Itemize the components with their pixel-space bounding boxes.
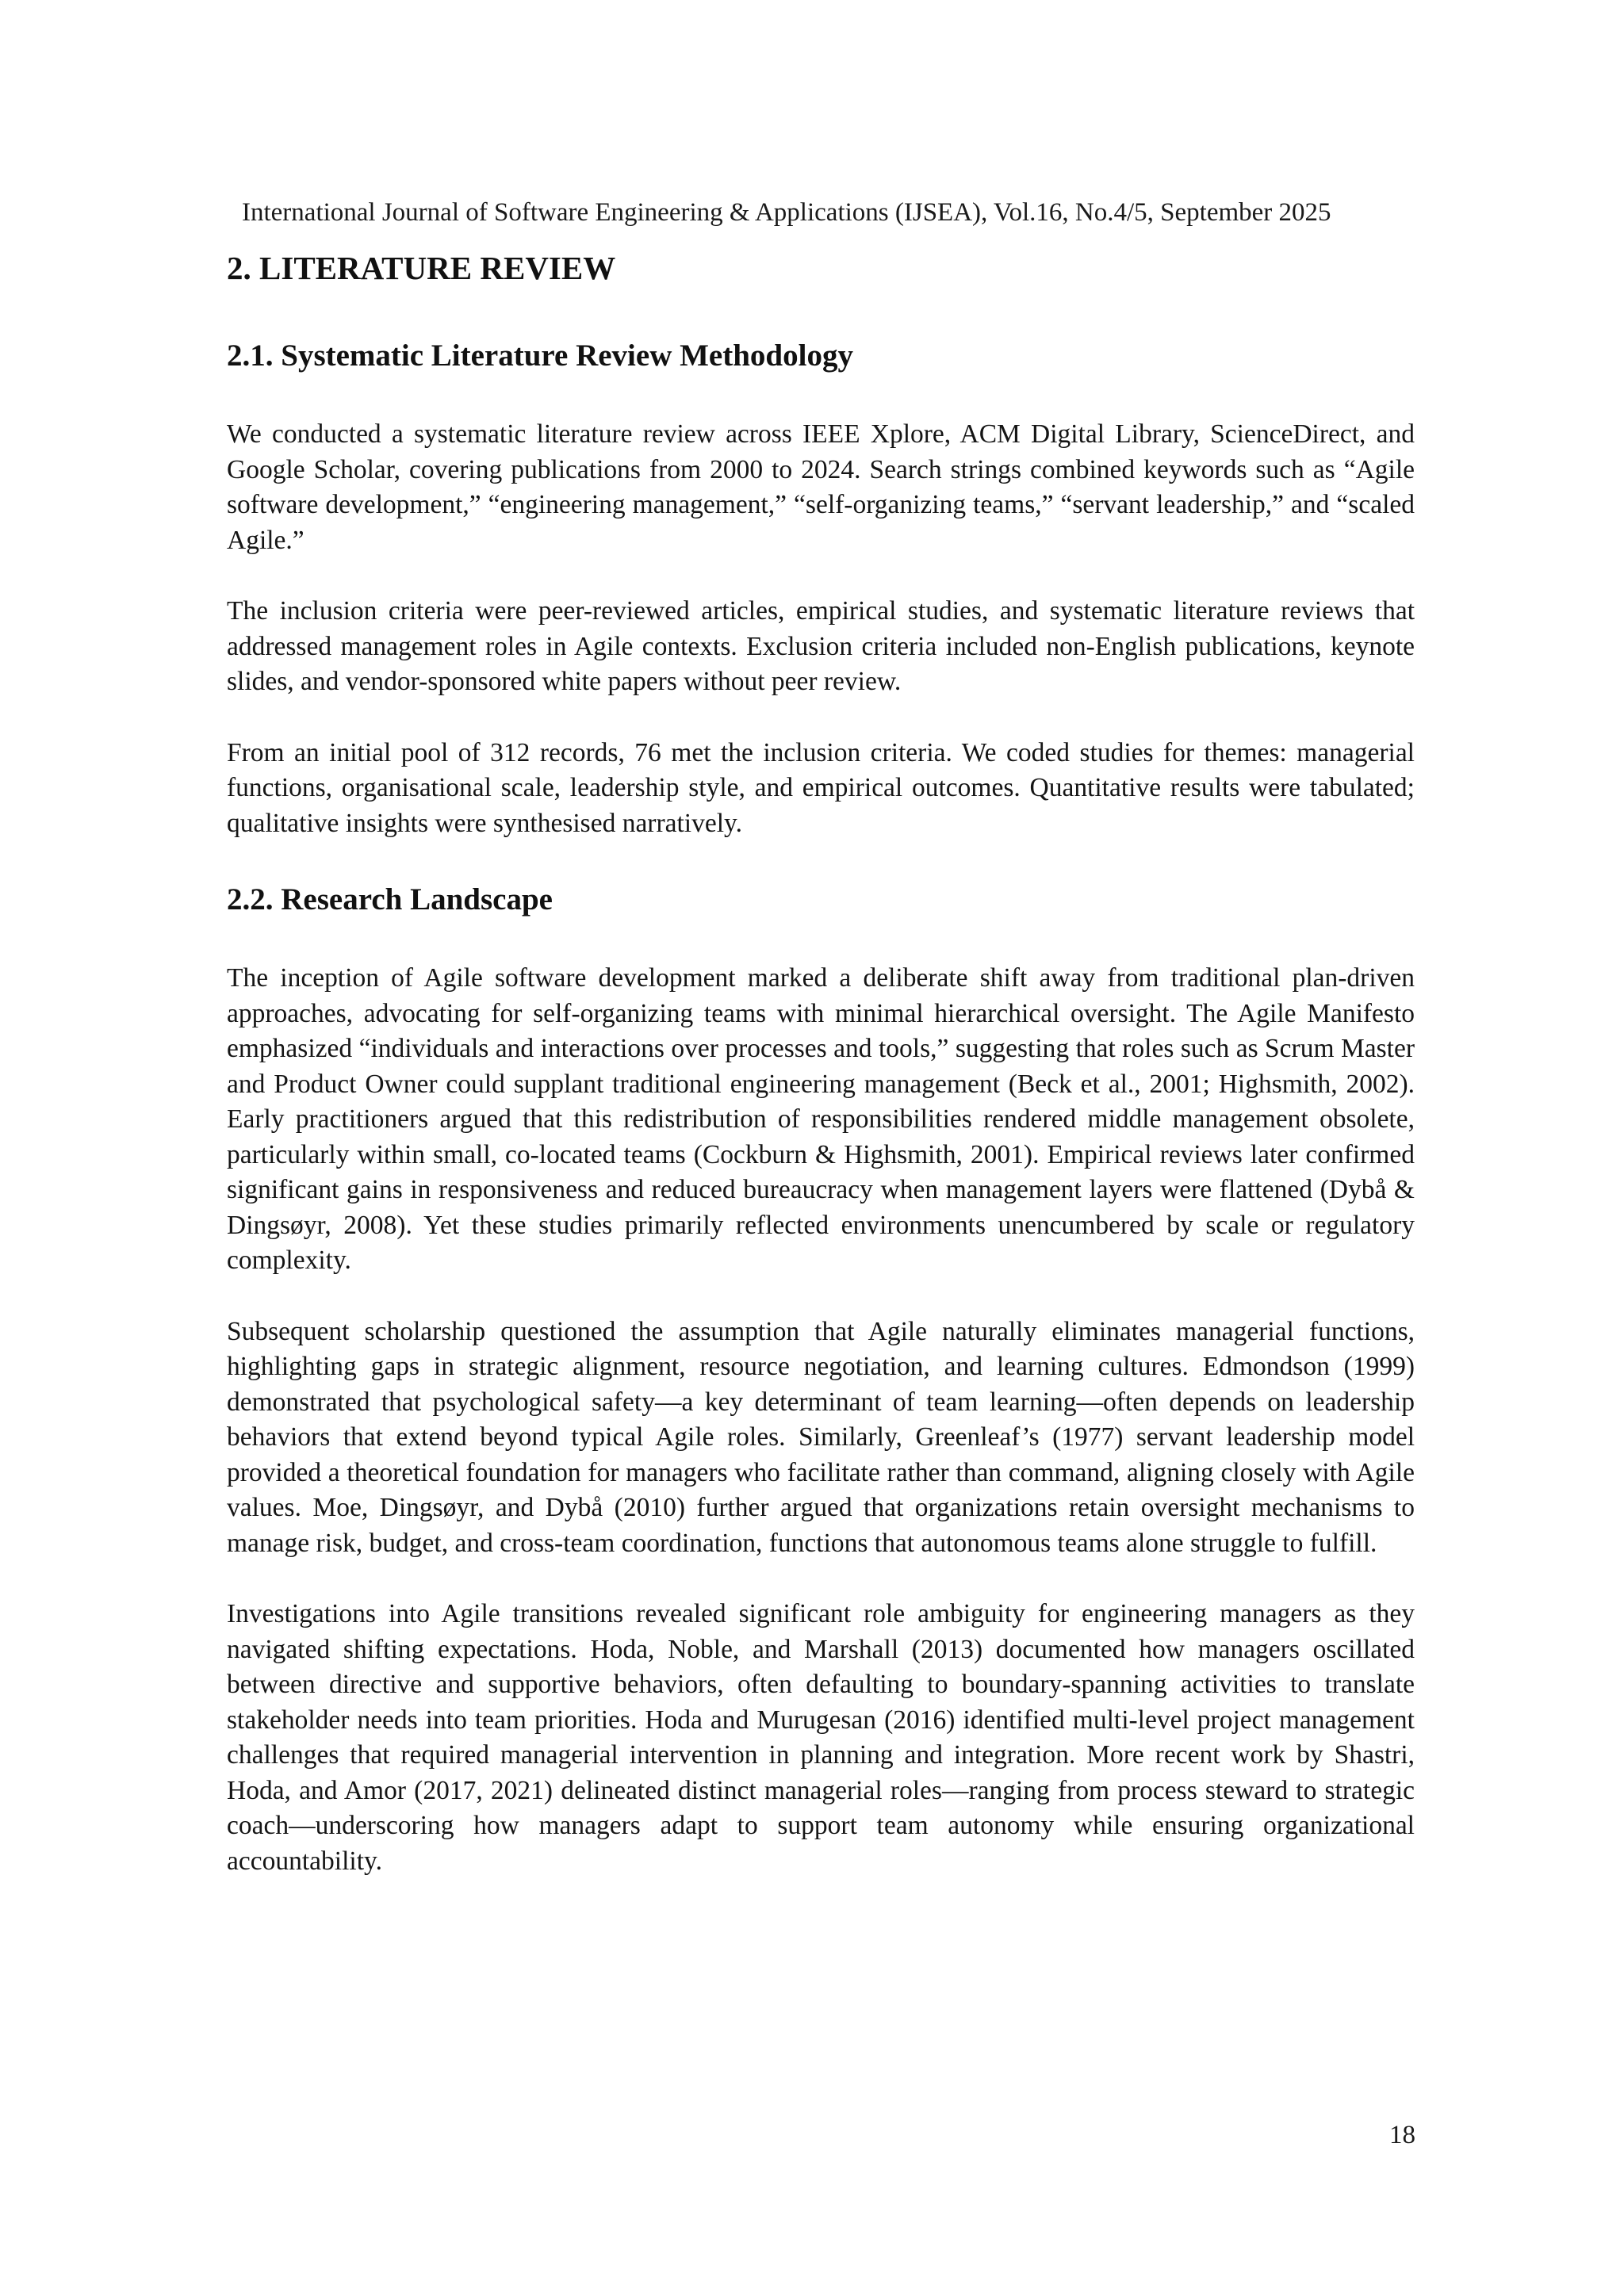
landscape-paragraph: Investigations into Agile transitions revealed significant role ambiguity for engineering managers as they navigated shifting expectations. Hoda, Noble, and Marshall (2013) documented how managers oscillated between directive and supportive behaviors, often defaulting to boundary-spanning activities to translate stakeholder needs into team priorities. Hoda and Murugesan (2016) identified multi-level project management challenges that required managerial intervention in planning and integration. More recent work by Shastri, Hoda, and Amor (2017, 2021) delineated distinct managerial roles—ranging from process steward to strategic coach—underscoring how managers adapt to support team autonomy while ensuring organizational accountability. (227, 1599, 1415, 1876)
running-header: International Journal of Software Engineering & Applications (IJSEA), Vol.16, No.4/5, September 2025 (242, 198, 1331, 227)
methodology-paragraph: From an initial pool of 312 records, 76 met the inclusion criteria. We coded studies for themes: managerial functions, organisational scale, leadership style, and empirical outcomes. Quantitative results were tabulated; qualitative insights were synthesised narratively. (227, 737, 1415, 838)
section-title-second-rest: EVIEW (503, 250, 616, 286)
landscape-paragraph: Subsequent scholarship questioned the assumption that Agile naturally eliminates managerial functions, highlighting gaps in strategic alignment, resource negotiation, and learning cultures. Edmondson (1999) demonstrated that psychological safety—a key determinant of team learning—often depends on leadership behaviors that extend beyond typical Agile roles. Similarly, Greenleaf’s (1977) servant leadership model provided a theoretical foundation for managers who facilitate rather than command, aligning closely with Agile values. Moe, Dingsøyr, and Dybå (2010) further argued that organizations retain oversight mechanisms to manage risk, budget, and cross-team coordination, functions that autonomous teams alone struggle to fulfill. (227, 1316, 1415, 1558)
section-heading (227, 246, 1415, 290)
page-number: 18 (1389, 2121, 1415, 2149)
page-content (227, 246, 1415, 1879)
section-number: 2. (227, 250, 251, 286)
subsection-heading-methodology: 2.1. Systematic Literature Review Methodology (227, 339, 853, 373)
methodology-paragraph: The inclusion criteria were peer-reviewed articles, empirical studies, and systematic literature reviews that addressed management roles in Agile contexts. Exclusion criteria included non-English publications, keynote slides, and vendor-sponsored white papers without peer review. (227, 596, 1415, 696)
section-title-first-initial: L (259, 250, 282, 286)
methodology-paragraph: We conducted a systematic literature review across IEEE Xplore, ACM Digital Library, ScienceDirect, and Google Scholar, covering publications from 2000 to 2024. Search strings combined keywords such as “Agile software development,” “engineering management,” “self-organizing teams,” “servant leadership,” and “scaled Agile.” (227, 419, 1415, 555)
section-title-second-initial: R (480, 250, 504, 286)
landscape-paragraph: The inception of Agile software development marked a deliberate shift away from traditional plan-driven approaches, advocating for self-organizing teams with minimal hierarchical oversight. The Agile Manifesto emphasized “individuals and interactions over processes and tools,” suggesting that roles such as Scrum Master and Product Owner could supplant traditional engineering management (Beck et al., 2001; Highsmith, 2002). Early practitioners argued that this redistribution of responsibilities rendered middle management obsolete, particularly within small, co-located teams (Cockburn & Highsmith, 2001). Empirical reviews later confirmed significant gains in responsiveness and reduced bureaucracy when management layers were flattened (Dybå & Dingsøyr, 2008). Yet these studies primarily reflected environments unencumbered by scale or regulatory complexity. (227, 963, 1415, 1275)
subsection-heading-research-landscape: 2.2. Research Landscape (227, 882, 553, 916)
section-title-first-rest: ITERATURE (281, 250, 473, 286)
